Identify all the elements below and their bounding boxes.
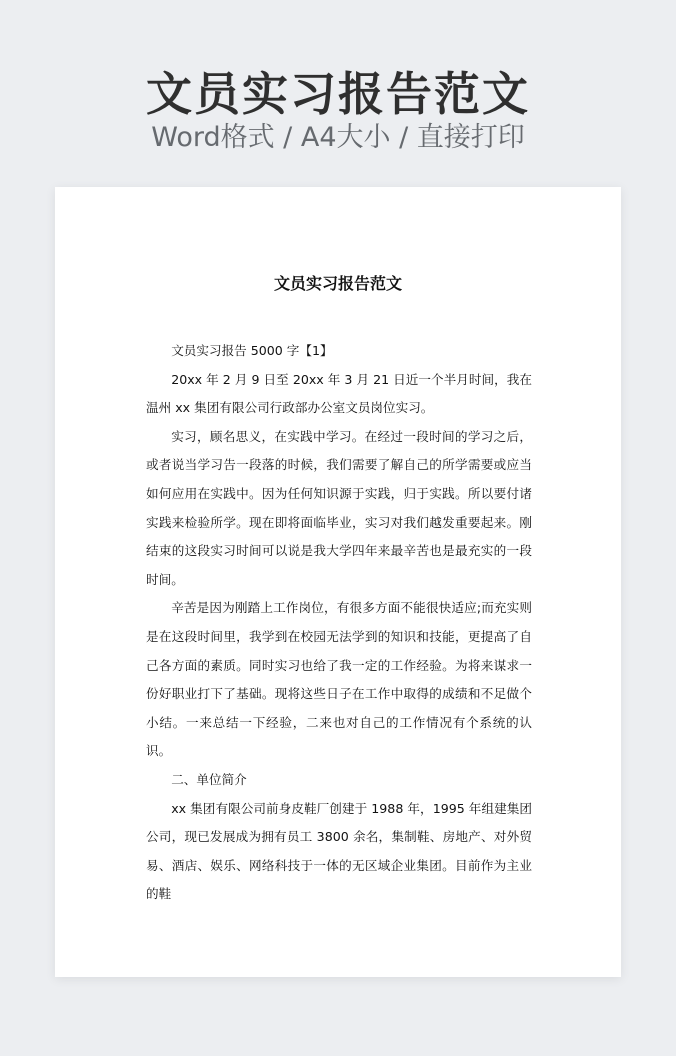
document-title: 文员实习报告范文 — [273, 274, 402, 293]
banner-title: 文员实习报告范文 — [146, 67, 530, 121]
paragraph: 辛苦是因为刚踏上工作岗位，有很多方面不能很快适应;而充实则是在这段时间里，我学到在校园无法学到的知识和技能，更提高了自己各方面的素质。同时实习也给了我一定的工作经验。为将来谋求一份好职业打下了基础。现将这些日子在工作中取得的成绩和不足做个小结。一来总结一下经验，二来也对自己的工作情况有个系统的认识。 — [146, 600, 532, 759]
paragraph: 20xx 年 2 月 9 日至 20xx 年 3 月 21 日近一个半月时间，我在温州 xx 集团有限公司行政部办公室文员岗位实习。 — [146, 371, 532, 416]
document-body — [146, 337, 532, 909]
paragraph: 实习，顾名思义，在实践中学习。在经过一段时间的学习之后，或者说当学习告一段落的时候，我们需要了解自己的所学需要或应当如何应用在实践中。因为任何知识源于实践，归于实践。所以要付诸实践来检验所学。现在即将面临毕业，实习对我们越发重要起来。刚结束的这段实习时间可以说是我大学四年来最辛苦也是最充实的一段时间。 — [146, 428, 532, 587]
section-heading: 二、单位简介 — [171, 771, 247, 787]
paragraph: xx 集团有限公司前身皮鞋厂创建于 1988 年，1995 年组建集团公司，现已发展成为拥有员工 3800 余名，集制鞋、房地产、对外贸易、酒店、娱乐、网络科技于一体的无区域企业集团。目前作为主业的鞋 — [146, 800, 532, 902]
paragraph: 文员实习报告 5000 字【1】 — [171, 343, 333, 358]
banner-subtitle: Word格式 / A4大小 / 直接打印 — [151, 122, 525, 153]
